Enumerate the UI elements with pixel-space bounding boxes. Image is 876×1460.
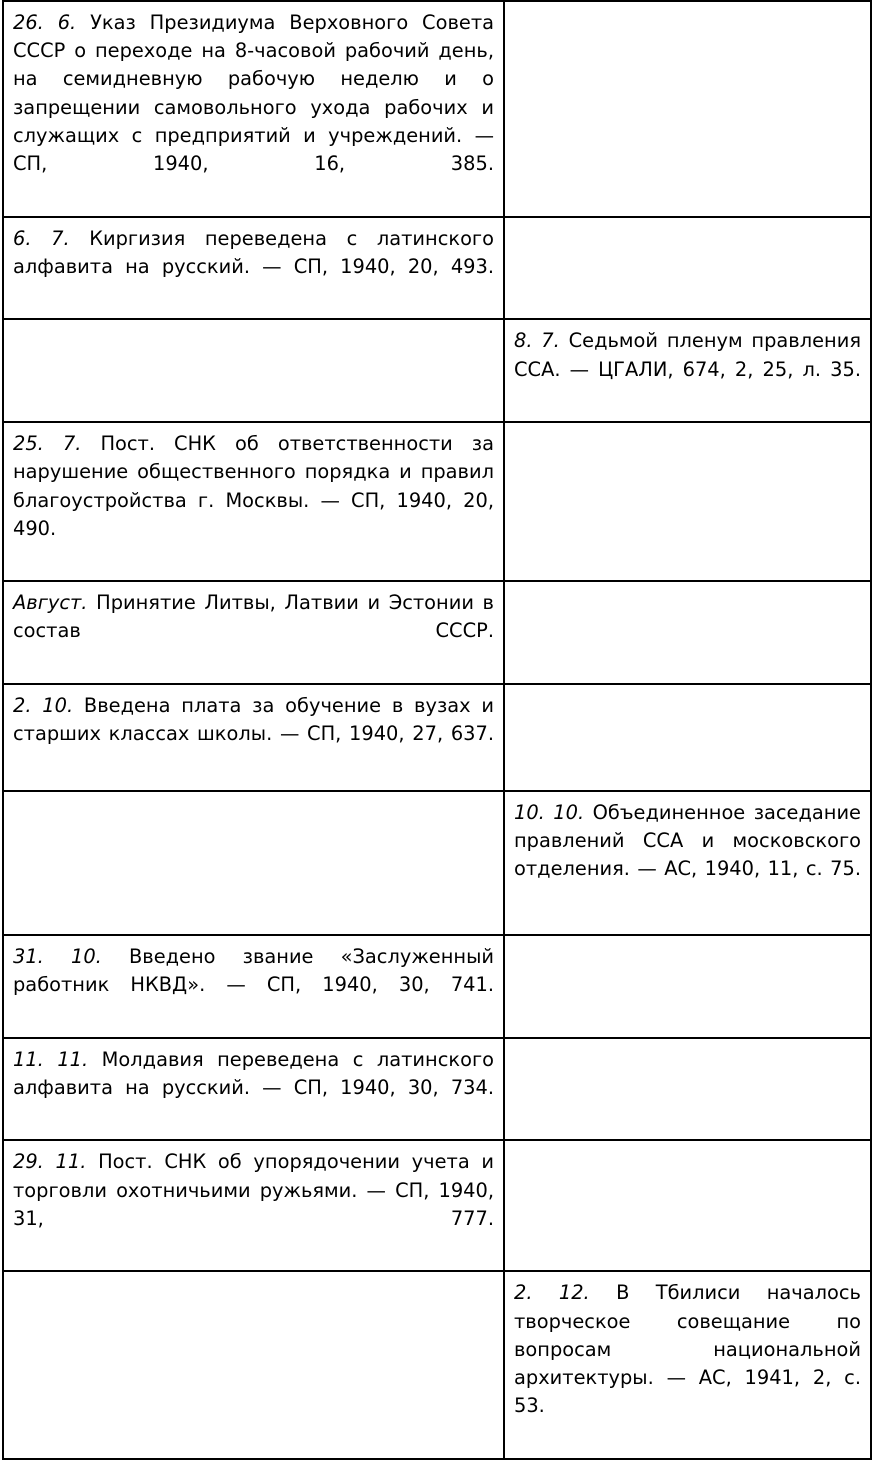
entry-text <box>13 225 494 310</box>
entry-body: Киргизия переведена с латинского алфавита на русский. — СП, 1940, 20, 493. <box>13 226 494 278</box>
entry-date: 11. 11. <box>13 1047 89 1071</box>
table-cell-right <box>504 791 871 935</box>
entry-text <box>13 589 494 674</box>
empty-cell <box>514 430 861 458</box>
entry-body: Указ Президиума Верховного Совета СССР о переходе на 8-часовой рабочий день, на семидневную рабочую неделю и о запрещении самовольного ухода рабочих и служащих с предприятий и учреждений. — СП, 1940, 16, 385. <box>13 11 494 176</box>
table-cell-right <box>504 1140 871 1271</box>
entry-body: Принятие Литвы, Латвии и Эстонии в состав СССР. <box>13 591 494 643</box>
entry-text <box>514 327 861 412</box>
table-cell-left <box>3 1271 504 1458</box>
table-row <box>3 319 871 422</box>
table-row <box>3 1 871 217</box>
table-cell-right <box>504 319 871 422</box>
empty-cell <box>514 1148 861 1176</box>
empty-cell <box>13 799 494 827</box>
entry-body: Пост. СНК об ответственности за нарушение общественного порядка и правил благоустройства г. Москвы. — СП, 1940, 20, 490. <box>13 432 494 540</box>
entry-body: Введена плата за обучение в вузах и старших классах школы. — СП, 1940, 27, 637. <box>13 693 494 746</box>
entry-date: 8. 7. <box>514 329 560 353</box>
entry-body: Пост. СНК об упорядочении учета и торговли охотничьими ружьями. — СП, 1940, 31, 777. <box>13 1150 494 1230</box>
entry-text <box>13 430 494 571</box>
empty-cell <box>13 1279 494 1307</box>
table-cell-right <box>504 581 871 684</box>
entry-date: 2. 12. <box>514 1281 590 1305</box>
entry-text <box>13 1046 494 1131</box>
entry-text <box>13 9 494 207</box>
table-row <box>3 217 871 320</box>
entry-text <box>514 1279 861 1448</box>
empty-cell <box>514 589 861 617</box>
table-cell-left <box>3 791 504 935</box>
entry-date: Август. <box>13 591 88 615</box>
entry-body: Введено звание «Заслуженный работник НКВД». — СП, 1940, 30, 741. <box>13 944 494 997</box>
entry-date: 29. 11. <box>13 1150 87 1174</box>
table-cell-right <box>504 217 871 320</box>
entry-date: 25. 7. <box>13 432 82 456</box>
entry-body: В Тбилиси началось творческое совещание по вопросам национальной архитектуры. — АС, 1941, 2, с. 53. <box>514 1281 861 1418</box>
entry-body: Молдавия переведена с латинского алфавита на русский. — СП, 1940, 30, 734. <box>13 1047 495 1099</box>
table-cell-left <box>3 1038 504 1141</box>
entry-text <box>13 943 494 1028</box>
chronology-table <box>2 0 872 1460</box>
empty-cell <box>514 9 861 37</box>
empty-cell <box>13 327 494 355</box>
entry-text <box>13 1148 494 1261</box>
entry-date: 31. 10. <box>13 944 102 968</box>
entry-body: Седьмой пленум правления ССА. — ЦГАЛИ, 674, 2, 25, л. 35. <box>514 329 861 381</box>
table-row <box>3 581 871 684</box>
table-cell-left <box>3 581 504 684</box>
table-row <box>3 935 871 1038</box>
table-cell-right <box>504 1 871 217</box>
table-cell-left <box>3 1 504 217</box>
table-cell-right <box>504 684 871 791</box>
table-cell-left <box>3 684 504 791</box>
entry-text <box>514 799 861 912</box>
empty-cell <box>514 692 861 720</box>
table-row <box>3 791 871 935</box>
entry-date: 2. 10. <box>13 693 74 717</box>
table-row <box>3 422 871 581</box>
table-row <box>3 1038 871 1141</box>
chronology-table-body <box>3 1 871 1459</box>
empty-cell <box>514 1046 861 1074</box>
table-row <box>3 684 871 791</box>
table-cell-left <box>3 935 504 1038</box>
table-row <box>3 1271 871 1458</box>
entry-date: 6. 7. <box>13 226 70 250</box>
entry-date: 10. 10. <box>514 800 585 824</box>
empty-cell <box>514 225 861 253</box>
table-cell-left <box>3 319 504 422</box>
empty-cell <box>514 943 861 971</box>
table-row <box>3 1140 871 1271</box>
entry-body: Объединенное заседание правлений ССА и московского отделения. — АС, 1940, 11, с. 75. <box>514 800 861 881</box>
entry-text <box>13 692 494 777</box>
table-cell-right <box>504 1038 871 1141</box>
table-cell-left <box>3 1140 504 1271</box>
entry-date: 26. 6. <box>13 11 77 34</box>
table-cell-right <box>504 1271 871 1458</box>
table-cell-right <box>504 422 871 581</box>
table-cell-left <box>3 217 504 320</box>
table-cell-left <box>3 422 504 581</box>
table-cell-right <box>504 935 871 1038</box>
